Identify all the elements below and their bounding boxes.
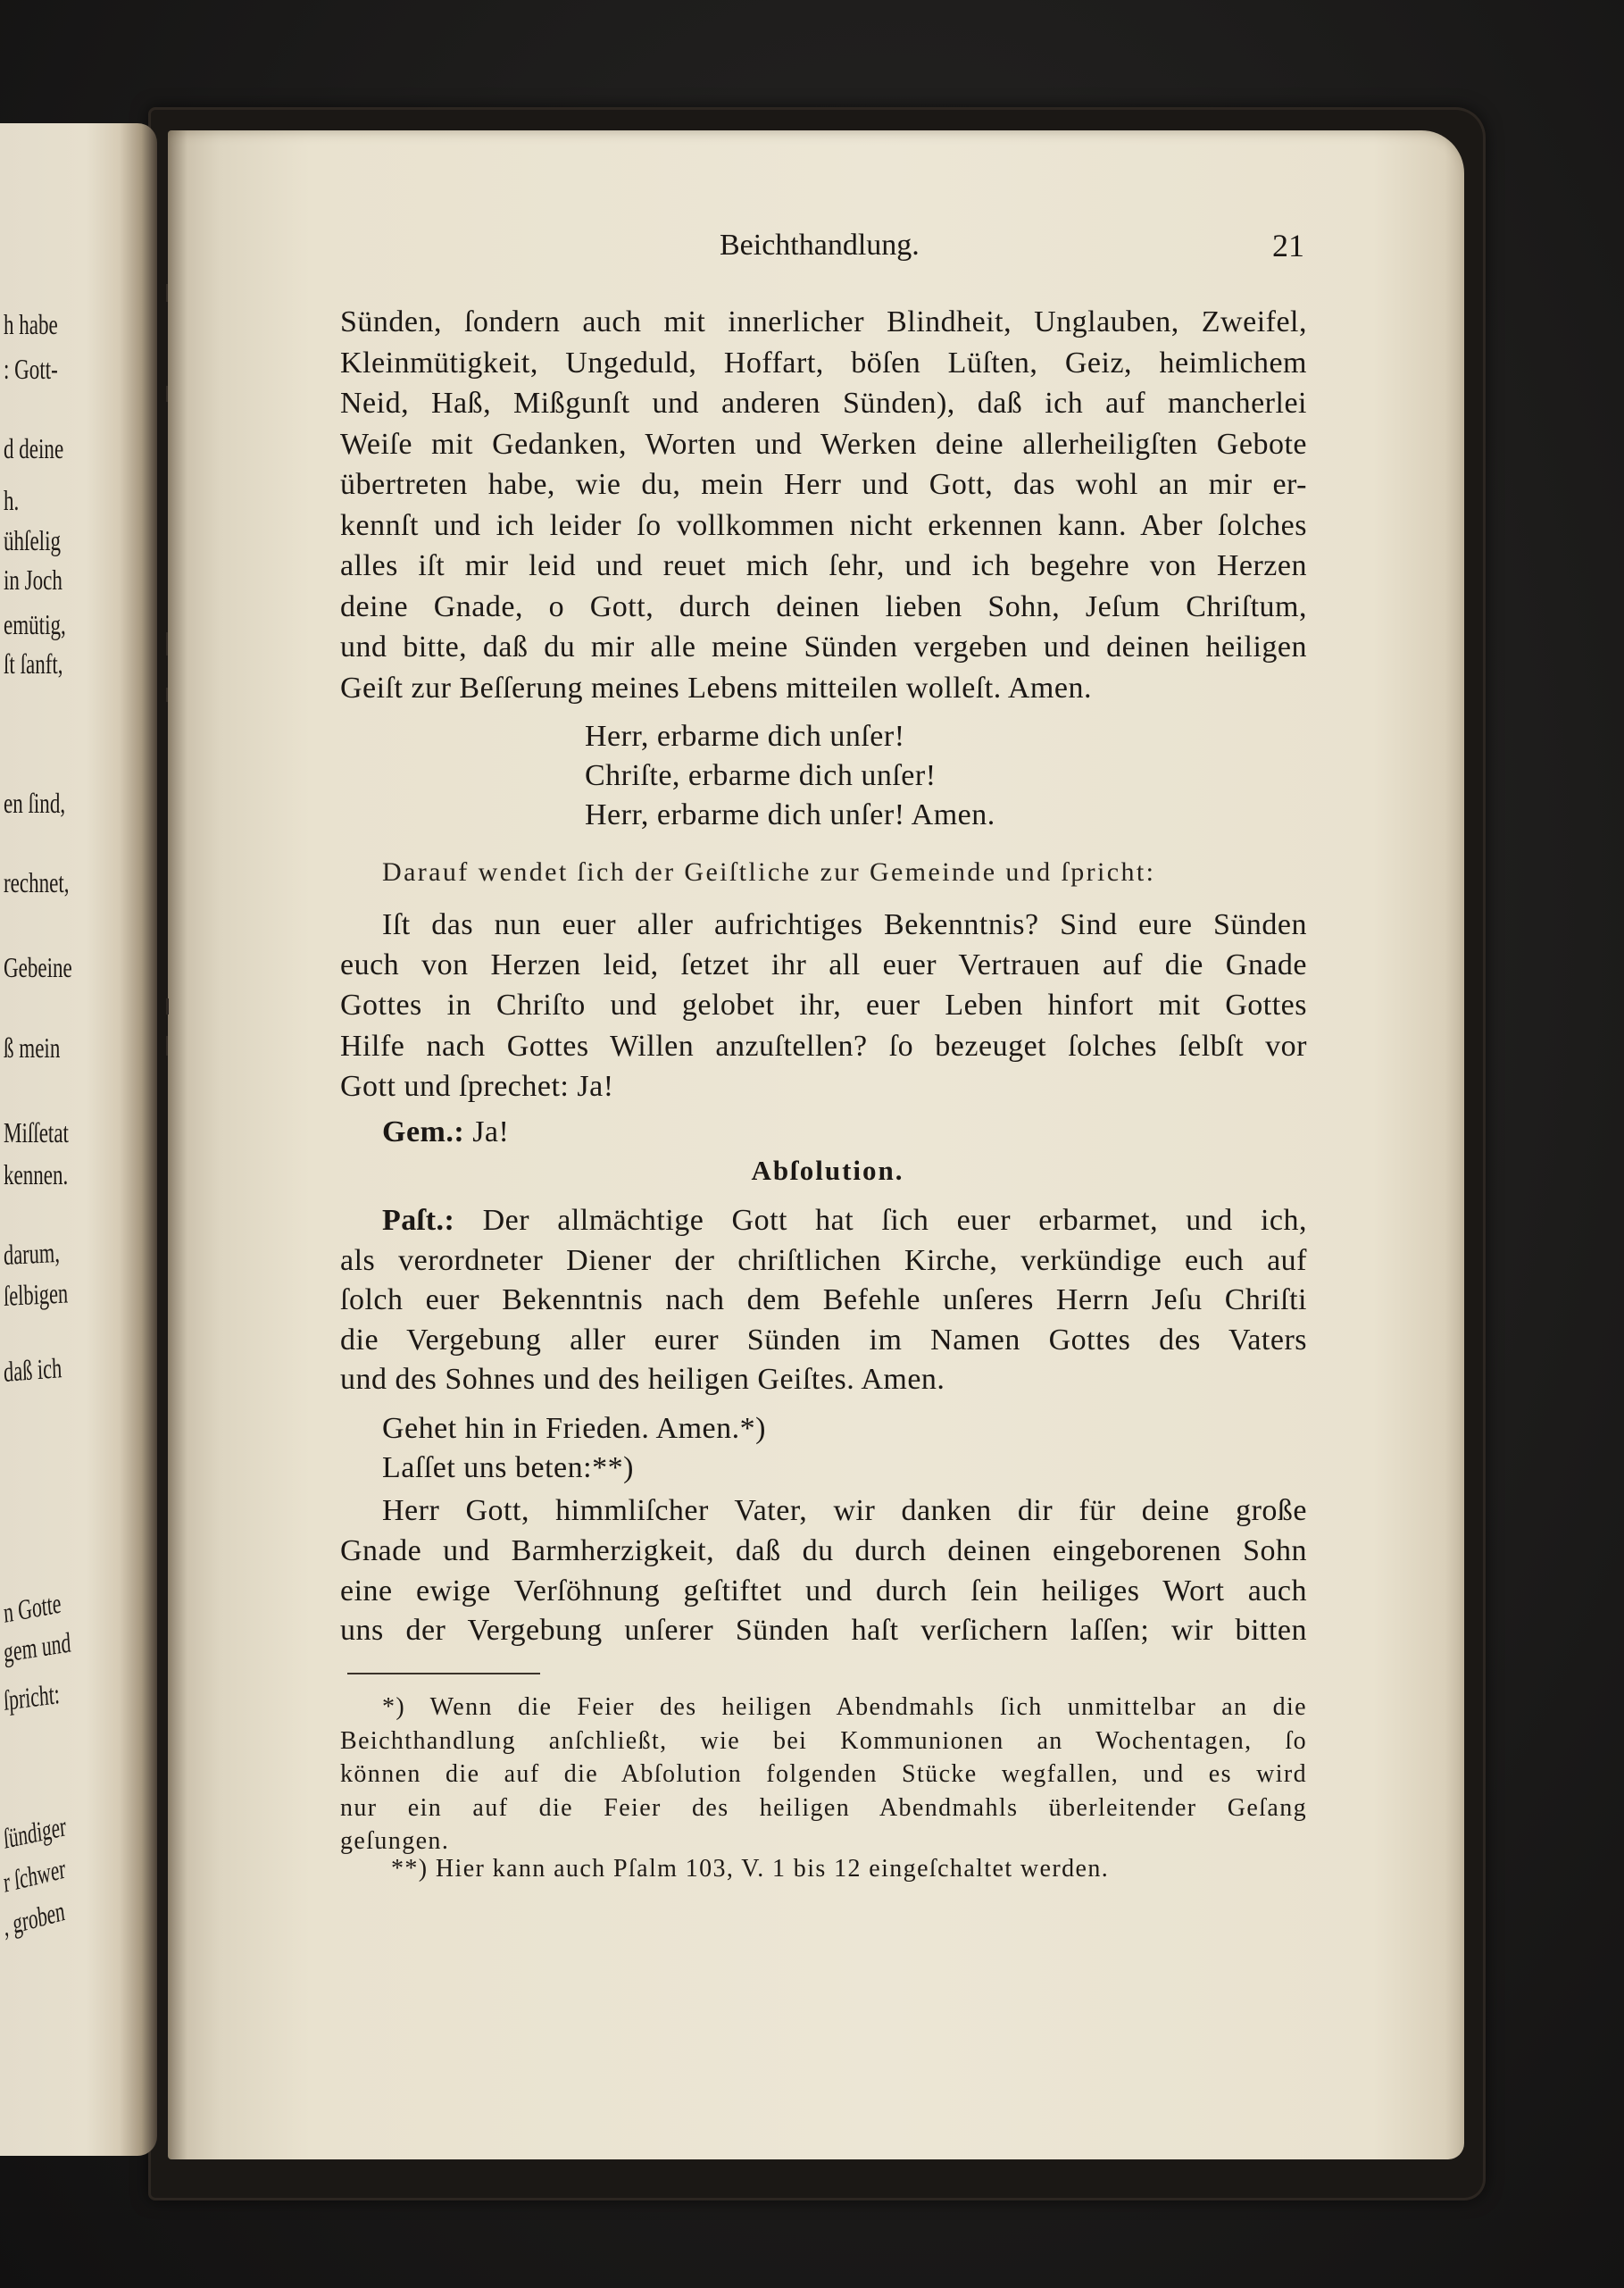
text-line: Weiſe mit Gedanken, Worten und Werken deine allerheiligſten Gebote — [340, 427, 1307, 461]
footnote-line: **) Hier kann auch Pſalm 103, V. 1 bis 12 eingeſchaltet werden. — [391, 1855, 1110, 1883]
facing-page-fragment: ß mein — [4, 1031, 61, 1064]
line-text: Der allmächtige Gott hat ſich euer erbarmet, und ich, — [482, 1204, 1307, 1237]
text-line: Gott und ſprechet: Ja! — [340, 1069, 614, 1103]
facing-page-fragment: daß ich — [3, 1351, 62, 1388]
confession-questions — [340, 905, 1307, 1106]
footnote-line: können die auf die Abſolution folgenden Stücke wegfallen, und es wird — [340, 1760, 1307, 1788]
text-line: alles iſt mir leid und reuet mich ſehr, und ich begehre von Herzen — [340, 549, 1307, 582]
footnote-rule — [347, 1673, 540, 1674]
section-heading: Abſolution. — [751, 1155, 904, 1186]
running-head: Beichthandlung. — [720, 229, 920, 262]
binding-mark — [166, 632, 168, 656]
facing-page-fragment: gem und — [2, 1625, 72, 1668]
speaker-label: Paſt.: — [382, 1204, 455, 1237]
facing-page-fragment: ſelbigen — [3, 1276, 69, 1312]
text-line: deine Gnade, o Gott, durch deinen lieben Sohn, Jeſum Chriſtum, — [340, 589, 1307, 623]
footnote-line: geſungen. — [340, 1827, 450, 1855]
page-number: 21 — [1272, 228, 1304, 263]
facing-page-fragment: : Gott- — [4, 353, 58, 385]
absolution — [340, 1201, 1307, 1400]
facing-page-fragment: ühſelig — [4, 524, 61, 556]
text-line: Sünden, ſondern auch mit innerlicher Blindheit, Unglauben, Zweifel, — [340, 305, 1307, 338]
facing-page-fragment: r ſchwer — [2, 1851, 67, 1899]
kyrie — [585, 717, 995, 835]
response-text: Ja! — [472, 1115, 510, 1148]
text-line: und bitte, daß du mir alle meine Sünden vergeben und deinen heiligen — [340, 630, 1307, 664]
text-line: und des Sohnes und des heiligen Geiſtes. Amen. — [340, 1363, 945, 1397]
facing-page-fragment: rechnet, — [4, 866, 70, 898]
facing-page-fragment: Gebeine — [4, 951, 72, 983]
text-line: die Vergebung aller eurer Sünden im Namen Gottes des Vaters — [340, 1323, 1307, 1357]
facing-page-fragment: h. — [4, 484, 20, 516]
facing-page-fragment: , groben — [1, 1894, 67, 1942]
text-line: Iſt das nun euer aller aufrichtiges Bekenntnis? Sind eure Sünden — [382, 908, 1307, 941]
text-line: Kleinmütigkeit, Ungeduld, Hoffart, böſen Lüſten, Geiz, heimlichem — [340, 346, 1307, 380]
text-line: Hilfe nach Gottes Willen anzuſtellen? ſo bezeuget ſolches ſelbſt vor — [340, 1029, 1307, 1063]
page — [168, 130, 1464, 2159]
text-line: uns der Vergebung unſerer Sünden haſt verſichern laſſen; wir bitten — [340, 1614, 1307, 1648]
facing-page-fragment: ſpricht: — [2, 1677, 61, 1716]
binding-mark — [166, 688, 168, 702]
facing-page-fragment: kennen. — [4, 1158, 69, 1190]
kyrie-line: Chriſte, erbarme dich unſer! — [585, 759, 937, 792]
facing-page-fragment: h habe — [4, 308, 58, 340]
text-line: Geiſt zur Beſſerung meines Lebens mitteilen wolleſt. Amen. — [340, 671, 1092, 705]
text-line: als verordneter Diener der chriſtlichen Kirche, verkündige euch auf — [340, 1243, 1307, 1277]
facing-page-fragment: darum, — [3, 1235, 61, 1271]
text-line: kennſt und ich leider ſo vollkommen nicht erkennen kann. Aber ſolches — [340, 508, 1307, 542]
footnote-2 — [391, 1854, 1109, 1884]
text-line: Neid, Haß, Mißgunſt und anderen Sünden), daß ich auf mancherlei — [340, 387, 1307, 420]
thanksgiving-prayer — [340, 1491, 1307, 1651]
confession-prayer — [340, 302, 1307, 708]
dismissal: Gehet hin in Frieden. Amen.*) — [382, 1412, 766, 1445]
facing-page-fragment: Miſſetat — [4, 1116, 69, 1148]
kyrie-line: Herr, erbarme dich unſer! — [585, 720, 905, 753]
text-line — [340, 1201, 1307, 1241]
congregation-response — [382, 1112, 509, 1152]
facing-page-fragment: n Gotte — [2, 1586, 62, 1629]
text-line: übertreten habe, wie du, mein Herr und Gott, das wohl an mir er- — [340, 468, 1307, 501]
rubric: Darauf wendet ſich der Geiſtliche zur Gemeinde und ſpricht: — [382, 857, 1156, 887]
footnote-line: nur ein auf die Feier des heiligen Abendmahls überleitender Geſang — [340, 1793, 1307, 1822]
facing-page-fragment: ſt ſanft, — [4, 647, 63, 680]
invitation-to-prayer: Laſſet uns beten:**) — [382, 1451, 634, 1484]
binding-mark — [166, 284, 168, 302]
text-line: ſolch euer Bekenntnis nach dem Befehle unſeres Herrn Jeſu Chriſti — [340, 1283, 1307, 1317]
binding-mark — [166, 1036, 168, 1056]
text-line: eine ewige Verſöhnung geſtiftet und durch ſein heiliges Wort auch — [340, 1574, 1307, 1607]
kyrie-line: Herr, erbarme dich unſer! Amen. — [585, 798, 995, 831]
footnote-1 — [340, 1691, 1307, 1858]
binding-mark — [166, 998, 169, 1015]
text-line: Herr Gott, himmliſcher Vater, wir danken dir für deine große — [382, 1494, 1307, 1527]
text-line: Gottes in Chriſto und gelobet ihr, euer Leben hinfort mit Gottes — [340, 989, 1307, 1023]
text-line: euch von Herzen leid, ſetzet ihr all euer Vertrauen auf die Gnade — [340, 948, 1307, 982]
facing-page-fragment: ſündiger — [2, 1809, 68, 1855]
facing-page — [0, 123, 157, 2156]
facing-page-fragment: emütig, — [4, 608, 66, 640]
binding-mark — [166, 386, 168, 402]
speaker-label: Gem.: — [382, 1115, 465, 1148]
facing-page-fragment: in Joch — [4, 564, 62, 596]
facing-page-fragment: d deine — [4, 432, 64, 464]
footnote-line: Beichthandlung anſchließt, wie bei Kommunionen an Wochentagen, ſo — [340, 1726, 1307, 1755]
text-line: Gnade und Barmherzigkeit, daß du durch deinen eingeborenen Sohn — [340, 1533, 1307, 1567]
footnote-line: *) Wenn die Feier des heiligen Abendmahls ſich unmittelbar an die — [382, 1693, 1307, 1721]
facing-page-fragment: en ſind, — [4, 787, 66, 819]
